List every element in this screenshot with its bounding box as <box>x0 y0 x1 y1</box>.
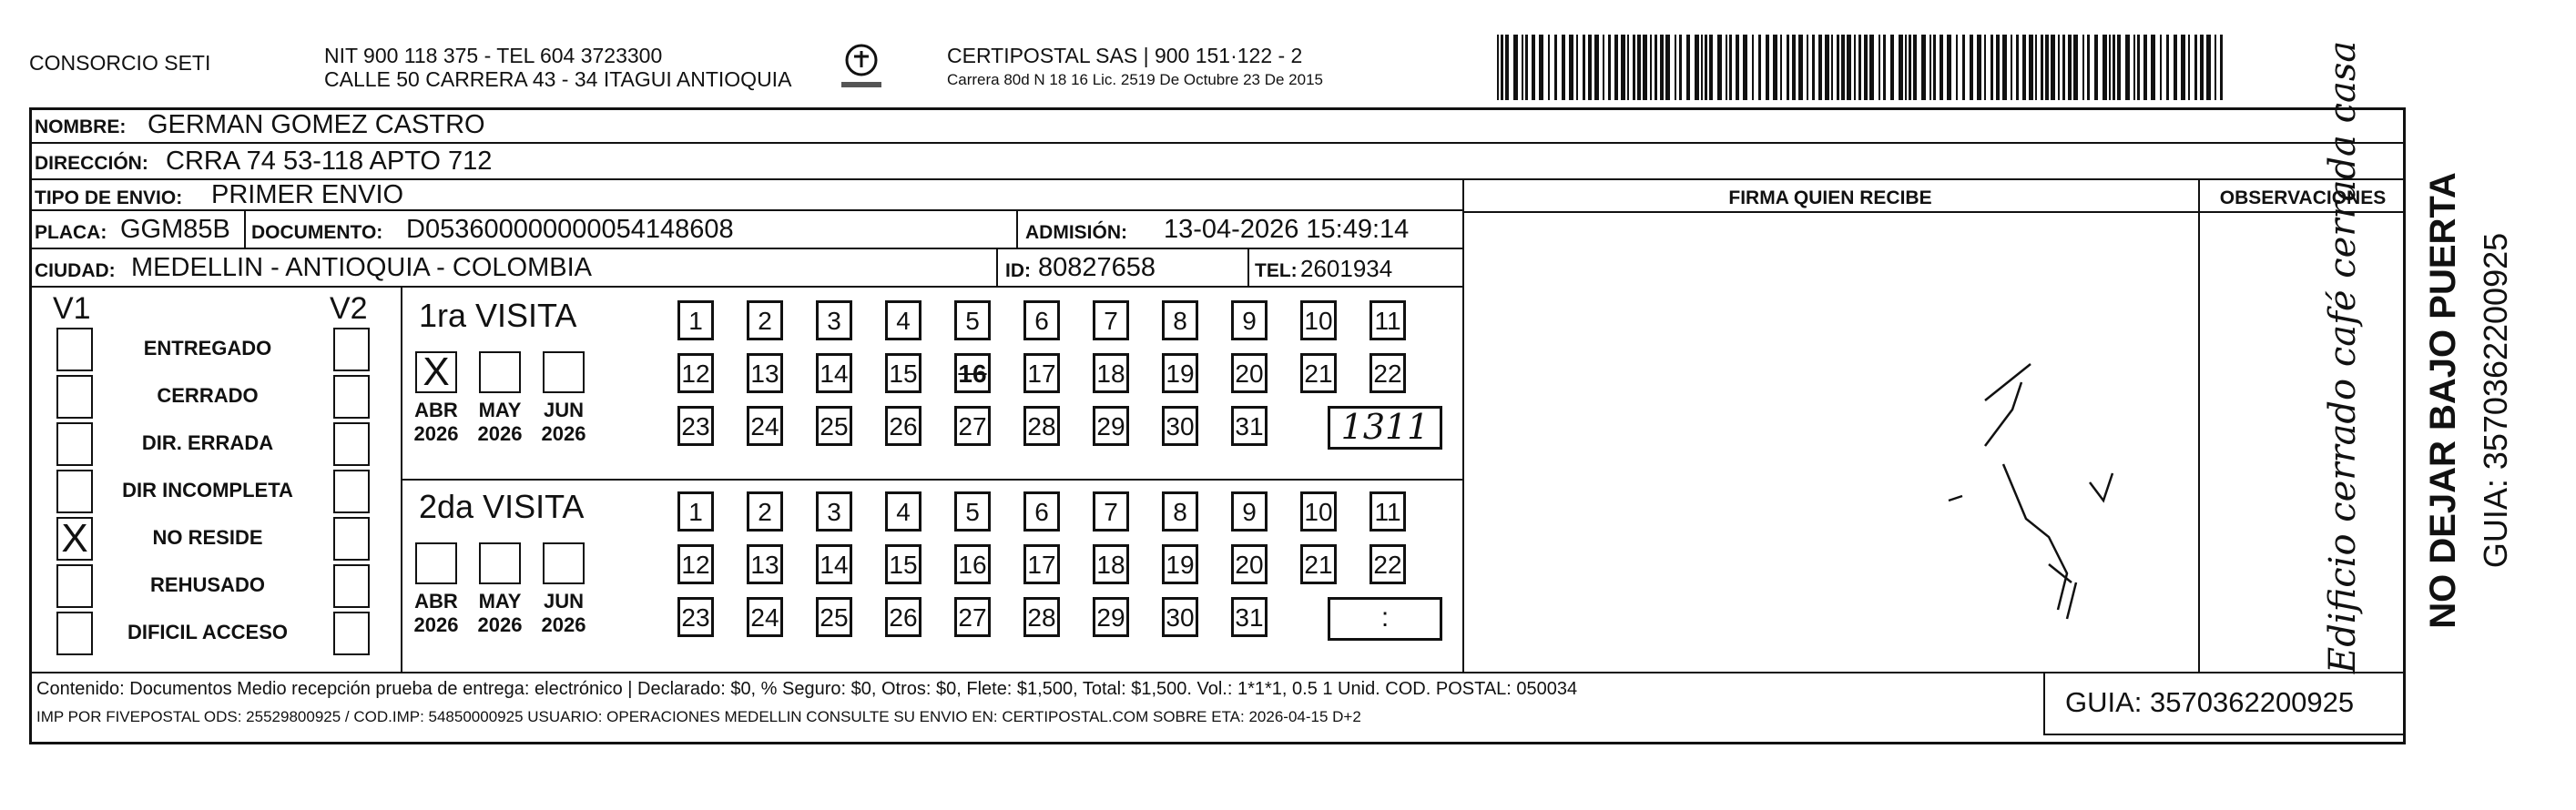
barcode-bar <box>1766 35 1769 100</box>
day-box[interactable]: 7 <box>1093 491 1129 532</box>
barcode-bar <box>1984 35 1986 100</box>
state-label: CERRADO <box>157 384 259 407</box>
v2-checkbox[interactable] <box>333 375 370 419</box>
barcode-bar <box>1758 35 1761 100</box>
barcode-bar <box>2068 35 2072 100</box>
barcode-bar <box>2117 35 2121 100</box>
day-box[interactable]: 9 <box>1231 300 1268 340</box>
day-box[interactable]: 31 <box>1231 597 1268 637</box>
barcode-bar <box>1614 35 1618 100</box>
barcode-bar <box>2002 35 2007 100</box>
placa-value: GGM85B <box>120 215 230 244</box>
day-box[interactable]: 1 <box>677 300 714 340</box>
barcode-bar <box>1532 35 1535 100</box>
day-box[interactable]: 10 <box>1300 300 1337 340</box>
v2-checkbox[interactable] <box>333 612 370 655</box>
barcode-bar <box>1554 35 1557 100</box>
barcode-bar <box>1962 35 1965 100</box>
barcode-bar <box>1956 35 1958 100</box>
month-label: MAY <box>478 399 522 421</box>
day-box[interactable]: 6 <box>1023 300 1060 340</box>
barcode-bar <box>1947 35 1951 100</box>
barcode-bar <box>1665 35 1670 100</box>
month-label: ABR <box>414 590 458 613</box>
state-label: NO RESIDE <box>152 526 263 549</box>
day-box[interactable]: 12 <box>677 544 714 584</box>
v2-checkbox[interactable] <box>333 517 370 561</box>
barcode-bar <box>2073 35 2078 100</box>
day-box[interactable]: 3 <box>816 491 852 532</box>
barcode-bar <box>2011 35 2012 100</box>
barcode-bar <box>1695 35 1699 100</box>
barcode-bar <box>1929 35 1931 100</box>
barcode-bar <box>1743 35 1747 100</box>
day-box[interactable]: 9 <box>1231 491 1268 532</box>
barcode-bar <box>1818 35 1822 100</box>
barcode-bar <box>1909 35 1911 100</box>
barcode-bar <box>1717 35 1722 100</box>
row-ciudad <box>29 249 1464 288</box>
certipostal-logo-icon <box>834 40 889 96</box>
nit-line: NIT 900 118 375 - TEL 604 3723300 <box>324 44 663 67</box>
certipostal-line: CERTIPOSTAL SAS | 900 151·122 - 2 <box>947 44 1303 67</box>
documento-label: DOCUMENTO: <box>251 222 383 243</box>
month-label: ABR <box>414 399 458 421</box>
barcode-bar <box>1576 35 1578 100</box>
v1-label: V1 <box>53 291 91 326</box>
day-box[interactable]: 23 <box>677 597 714 637</box>
barcode-bar <box>1583 35 1585 100</box>
barcode-bar <box>1905 35 1907 100</box>
v2-checkbox[interactable] <box>333 328 370 371</box>
barcode-bar <box>2041 35 2043 100</box>
day-box[interactable]: 25 <box>816 597 852 637</box>
barcode-bar <box>2125 35 2130 100</box>
month-checkbox[interactable] <box>543 542 585 584</box>
day-box[interactable]: 22 <box>1369 353 1406 393</box>
barcode-bar <box>2194 35 2197 100</box>
barcode-bar <box>1562 35 1565 100</box>
barcode-bar <box>1991 35 1993 100</box>
barcode-bar <box>1798 35 1803 100</box>
month-label: MAY <box>478 590 522 613</box>
day-box[interactable]: 2 <box>747 491 783 532</box>
month-label: JUN <box>543 399 584 421</box>
barcode-bar <box>1686 35 1690 100</box>
row-tipo <box>29 180 1464 211</box>
day-box[interactable]: 27 <box>954 597 991 637</box>
barcode <box>1497 35 2225 100</box>
barcode-bar <box>2166 35 2169 100</box>
barcode-bar <box>2188 35 2190 100</box>
barcode-bar <box>2160 35 2162 100</box>
barcode-bar <box>1627 35 1629 100</box>
address-line: CALLE 50 CARRERA 43 - 34 ITAGUI ANTIOQUIA <box>324 67 792 91</box>
day-box[interactable]: 16 <box>954 544 991 584</box>
barcode-bar <box>1701 35 1703 100</box>
day-box[interactable]: 5 <box>954 300 991 340</box>
day-box[interactable]: 21 <box>1300 544 1337 584</box>
barcode-bar <box>1525 35 1528 100</box>
barcode-bar <box>2200 35 2204 100</box>
day-box[interactable]: 4 <box>885 491 921 532</box>
barcode-bar <box>2058 35 2060 100</box>
barcode-bar <box>1890 35 1894 100</box>
tipo-value: PRIMER ENVIO <box>211 180 404 209</box>
day-box[interactable]: 13 <box>747 353 783 393</box>
barcode-bar <box>2045 35 2049 100</box>
barcode-bar <box>1773 35 1777 100</box>
firma-header: FIRMA QUIEN RECIBE <box>1728 187 1932 208</box>
month-checkbox[interactable] <box>479 542 521 584</box>
barcode-bar <box>1883 35 1886 100</box>
barcode-bar <box>2133 35 2135 100</box>
day-box[interactable]: 10 <box>1300 491 1337 532</box>
barcode-bar <box>1501 35 1503 100</box>
barcode-bar <box>1588 35 1592 100</box>
day-box[interactable]: 14 <box>816 353 852 393</box>
day-box[interactable]: 26 <box>885 597 921 637</box>
day-box[interactable]: 2 <box>747 300 783 340</box>
barcode-bar <box>2151 35 2155 100</box>
certipostal-license: Carrera 80d N 18 16 Lic. 2519 De Octubre 23 De 2015 <box>947 71 1323 88</box>
day-box[interactable]: 6 <box>1023 491 1060 532</box>
row-nombre <box>29 107 2406 144</box>
year-label: 2026 <box>413 422 459 445</box>
barcode-bar <box>1608 35 1611 100</box>
day-box[interactable]: 31 <box>1231 406 1268 446</box>
state-label: ENTREGADO <box>143 337 272 359</box>
id-value: 80827658 <box>1038 253 1156 282</box>
barcode-bar <box>1847 35 1851 100</box>
footer-guia: GUIA: 3570362200925 <box>2065 686 2355 718</box>
day-box[interactable]: 19 <box>1162 353 1198 393</box>
day-box[interactable]: 20 <box>1231 544 1268 584</box>
barcode-bar <box>2143 35 2147 100</box>
barcode-bar <box>1548 35 1550 100</box>
side-no-dejar: NO DEJAR BAJO PUERTA <box>2423 172 2463 629</box>
first-visit-time[interactable]: 1311 <box>1328 406 1442 450</box>
barcode-bar <box>1812 35 1815 100</box>
ciudad-label: CIUDAD: <box>35 260 116 281</box>
day-box[interactable]: 11 <box>1369 300 1406 340</box>
day-box[interactable]: 24 <box>747 597 783 637</box>
barcode-bar <box>1736 35 1739 100</box>
barcode-bar <box>2029 35 2033 100</box>
barcode-bar <box>1513 35 1518 100</box>
barcode-bar <box>2022 35 2026 100</box>
barcode-bar <box>1970 35 1973 100</box>
barcode-bar <box>2174 35 2177 100</box>
year-label: 2026 <box>541 613 586 636</box>
barcode-bar <box>1497 35 1499 100</box>
tel-value: 2601934 <box>1300 255 1393 282</box>
barcode-bar <box>1977 35 1981 100</box>
admision-label: ADMISIÓN: <box>1025 222 1127 243</box>
row-direccion <box>29 144 2406 180</box>
day-box[interactable]: 19 <box>1162 544 1198 584</box>
barcode-bar <box>1841 35 1845 100</box>
barcode-bar <box>1831 35 1833 100</box>
barcode-bar <box>1807 35 1808 100</box>
barcode-bar <box>1899 35 1903 100</box>
footer-contenido: Contenido: Documentos Medio recepción prueba de entrega: electrónico | Declarado: $0, % Seguro: $0, Otros: $0, Flete: $1,500, Total: $1,500. Vol.: 1*1*1, 0.5 1 Unid. COD. POSTAL: 050034 <box>36 679 1578 699</box>
id-label: ID: <box>1005 260 1031 281</box>
barcode-bar <box>1780 35 1782 100</box>
barcode-bar <box>2035 35 2037 100</box>
barcode-bar <box>1705 35 1707 100</box>
barcode-bar <box>1569 35 1573 100</box>
direccion-value: CRRA 74 53-118 APTO 712 <box>166 147 493 176</box>
state-label: DIR INCOMPLETA <box>122 479 293 501</box>
tipo-label: TIPO DE ENVIO: <box>35 187 183 208</box>
barcode-bar <box>1921 35 1926 100</box>
day-box[interactable]: 8 <box>1162 300 1198 340</box>
month-checkbox[interactable]: X <box>415 351 457 393</box>
barcode-bar <box>1825 35 1829 100</box>
documento-value: D053600000000054148608 <box>406 215 734 244</box>
day-box[interactable]: 12 <box>677 353 714 393</box>
barcode-bar <box>1854 35 1856 100</box>
row-placa <box>29 211 1464 249</box>
v1-checkbox[interactable] <box>56 375 93 419</box>
month-checkbox[interactable] <box>415 542 457 584</box>
barcode-bar <box>1933 35 1936 100</box>
day-box[interactable]: 20 <box>1231 353 1268 393</box>
barcode-bar <box>2094 35 2098 100</box>
barcode-bar <box>1792 35 1796 100</box>
barcode-bar <box>2206 35 2211 100</box>
second-visit-title: 2da VISITA <box>419 488 585 525</box>
day-box[interactable]: 4 <box>885 300 921 340</box>
day-box[interactable]: 30 <box>1162 406 1198 446</box>
ciudad-value: MEDELLIN - ANTIOQUIA - COLOMBIA <box>131 253 592 282</box>
barcode-bar <box>2220 35 2223 100</box>
day-box[interactable]: 30 <box>1162 597 1198 637</box>
signature <box>1876 346 2185 637</box>
barcode-bar <box>1864 35 1868 100</box>
footer-imp: IMP POR FIVEPOSTAL ODS: 25529800925 / COD.IMP: 54850000925 USUARIO: OPERACIONES MEDELLIN CONSULTE SU ENVIO EN: CERTIPOSTAL.COM SOBRE ETA: 2026-04-15 D+2 <box>36 708 1361 725</box>
placa-label: PLACA: <box>35 222 107 243</box>
day-box[interactable]: 15 <box>885 544 921 584</box>
barcode-bar <box>1996 35 2000 100</box>
barcode-bar <box>1879 35 1880 100</box>
barcode-bar <box>2103 35 2107 100</box>
day-box[interactable]: 7 <box>1093 300 1129 340</box>
day-box[interactable]: 18 <box>1093 544 1129 584</box>
day-box[interactable]: 8 <box>1162 491 1198 532</box>
barcode-bar <box>1603 35 1604 100</box>
barcode-bar <box>1858 35 1861 100</box>
barcode-bar <box>1633 35 1635 100</box>
barcode-bar <box>1869 35 1874 100</box>
barcode-bar <box>1539 35 1543 100</box>
day-box[interactable]: 23 <box>677 406 714 446</box>
v2-label: V2 <box>330 291 368 326</box>
month-label: JUN <box>543 590 584 613</box>
barcode-bar <box>2181 35 2185 100</box>
barcode-bar <box>1752 35 1754 100</box>
day-box[interactable]: 26 <box>885 406 921 446</box>
v1-checkbox[interactable] <box>56 328 93 371</box>
month-checkbox[interactable] <box>479 351 521 393</box>
v1-checkbox[interactable] <box>56 612 93 655</box>
v1-checkbox[interactable] <box>56 564 93 608</box>
company-name: CONSORCIO SETI <box>29 51 211 75</box>
nombre-label: NOMBRE: <box>35 116 127 137</box>
state-label: DIR. ERRADA <box>141 431 274 454</box>
day-box[interactable]: 18 <box>1093 353 1129 393</box>
barcode-bar <box>2215 35 2216 100</box>
direccion-label: DIRECCIÓN: <box>35 153 148 174</box>
barcode-bar <box>1729 35 1732 100</box>
barcode-bar <box>2062 35 2065 100</box>
day-box[interactable]: 17 <box>1023 544 1060 584</box>
year-label: 2026 <box>477 613 523 636</box>
barcode-bar <box>1643 35 1647 100</box>
barcode-bar <box>1655 35 1657 100</box>
v2-checkbox[interactable] <box>333 564 370 608</box>
barcode-bar <box>1522 35 1523 100</box>
barcode-bar <box>1637 35 1641 100</box>
day-box[interactable]: 1 <box>677 491 714 532</box>
barcode-bar <box>2051 35 2055 100</box>
month-checkbox[interactable] <box>543 351 585 393</box>
year-label: 2026 <box>541 422 586 445</box>
v1-checkbox[interactable]: X <box>56 517 93 561</box>
day-box[interactable]: 15 <box>885 353 921 393</box>
day-box[interactable]: 25 <box>816 406 852 446</box>
barcode-bar <box>2087 35 2090 100</box>
day-box[interactable]: 16 <box>954 353 991 393</box>
v2-checkbox[interactable] <box>333 422 370 466</box>
day-box[interactable]: 27 <box>954 406 991 446</box>
handwritten-observation: Edificio cerrado café cerrada casa <box>2322 40 2364 673</box>
day-box[interactable]: 21 <box>1300 353 1337 393</box>
barcode-bar <box>1650 35 1652 100</box>
day-box[interactable]: 29 <box>1093 597 1129 637</box>
barcode-bar <box>1709 35 1713 100</box>
year-label: 2026 <box>413 613 459 636</box>
second-visit-time[interactable]: : <box>1328 597 1442 641</box>
v1-checkbox[interactable] <box>56 422 93 466</box>
state-label: DIFICIL ACCESO <box>127 621 288 643</box>
day-box[interactable]: 11 <box>1369 491 1406 532</box>
day-box[interactable]: 22 <box>1369 544 1406 584</box>
barcode-bar <box>1621 35 1625 100</box>
barcode-bar <box>1679 35 1682 100</box>
barcode-bar <box>1726 35 1727 100</box>
nombre-value: GERMAN GOMEZ CASTRO <box>148 110 485 139</box>
first-visit-title: 1ra VISITA <box>419 297 577 334</box>
day-box[interactable]: 28 <box>1023 597 1060 637</box>
day-box[interactable]: 29 <box>1093 406 1129 446</box>
day-box[interactable]: 5 <box>954 491 991 532</box>
observaciones-header: OBSERVACIONES <box>2219 187 2387 208</box>
barcode-bar <box>1913 35 1917 100</box>
barcode-bar <box>2113 35 2115 100</box>
barcode-bar <box>1787 35 1789 100</box>
barcode-bar <box>2016 35 2019 100</box>
day-box[interactable]: 3 <box>816 300 852 340</box>
barcode-bar <box>1660 35 1664 100</box>
barcode-bar <box>1675 35 1676 100</box>
day-box[interactable]: 17 <box>1023 353 1060 393</box>
state-label: REHUSADO <box>150 573 265 596</box>
admision-value: 13-04-2026 15:49:14 <box>1164 215 1410 244</box>
barcode-bar <box>2109 35 2111 100</box>
v2-checkbox[interactable] <box>333 470 370 513</box>
barcode-bar <box>1594 35 1599 100</box>
tel-label: TEL: <box>1255 260 1298 281</box>
barcode-bar <box>2082 35 2084 100</box>
day-box[interactable]: 13 <box>747 544 783 584</box>
barcode-bar <box>1505 35 1509 100</box>
barcode-bar <box>1837 35 1839 100</box>
day-box[interactable]: 24 <box>747 406 783 446</box>
year-label: 2026 <box>477 422 523 445</box>
barcode-bar <box>2137 35 2140 100</box>
barcode-bar <box>1940 35 1943 100</box>
day-box[interactable]: 14 <box>816 544 852 584</box>
v1-checkbox[interactable] <box>56 470 93 513</box>
side-guia: GUIA: 3570362200925 <box>2477 232 2514 569</box>
day-box[interactable]: 28 <box>1023 406 1060 446</box>
